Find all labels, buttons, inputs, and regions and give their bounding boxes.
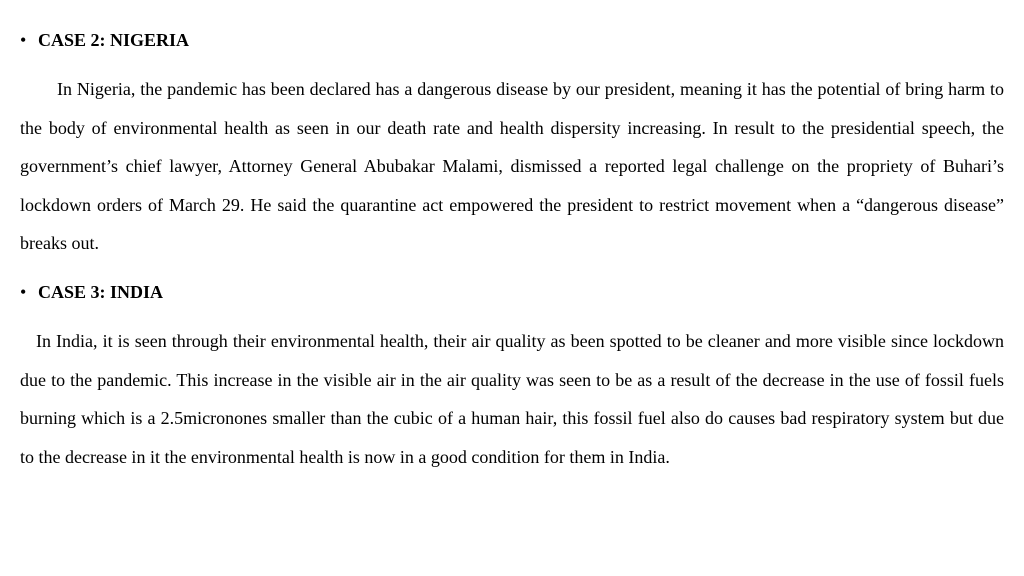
heading-text: CASE 3: INDIA: [38, 282, 164, 302]
section-heading-india: [20, 281, 163, 303]
bullet-icon: •: [20, 282, 27, 302]
bullet-icon: •: [20, 30, 27, 50]
heading-text: CASE 2: NIGERIA: [38, 30, 190, 50]
section-heading-nigeria: [20, 29, 189, 51]
paragraph-nigeria: In Nigeria, the pandemic has been declared has a dangerous disease by our president, meaning it has the potential of bring harm to the body of environmental health as seen in our death rate and health dispersity increasing. In result to the presidential speech, the government’s chief lawyer, Attorney General Abubakar Malami, dismissed a reported legal challenge on the propriety of Buhari’s lockdown orders of March 29. He said the quarantine act empowered the president to restrict movement when a “dangerous disease” breaks out.: [20, 79, 1004, 253]
paragraph-india: In India, it is seen through their environmental health, their air quality as been spotted to be cleaner and more visible since lockdown due to the pandemic. This increase in the visible air in the air quality was seen to be as a result of the decrease in the use of fossil fuels burning which is a 2.5micronones smaller than the cubic of a human hair, this fossil fuel also do causes bad respiratory system but due to the decrease in it the environmental health is now in a good condition for them in India.: [20, 331, 1004, 467]
